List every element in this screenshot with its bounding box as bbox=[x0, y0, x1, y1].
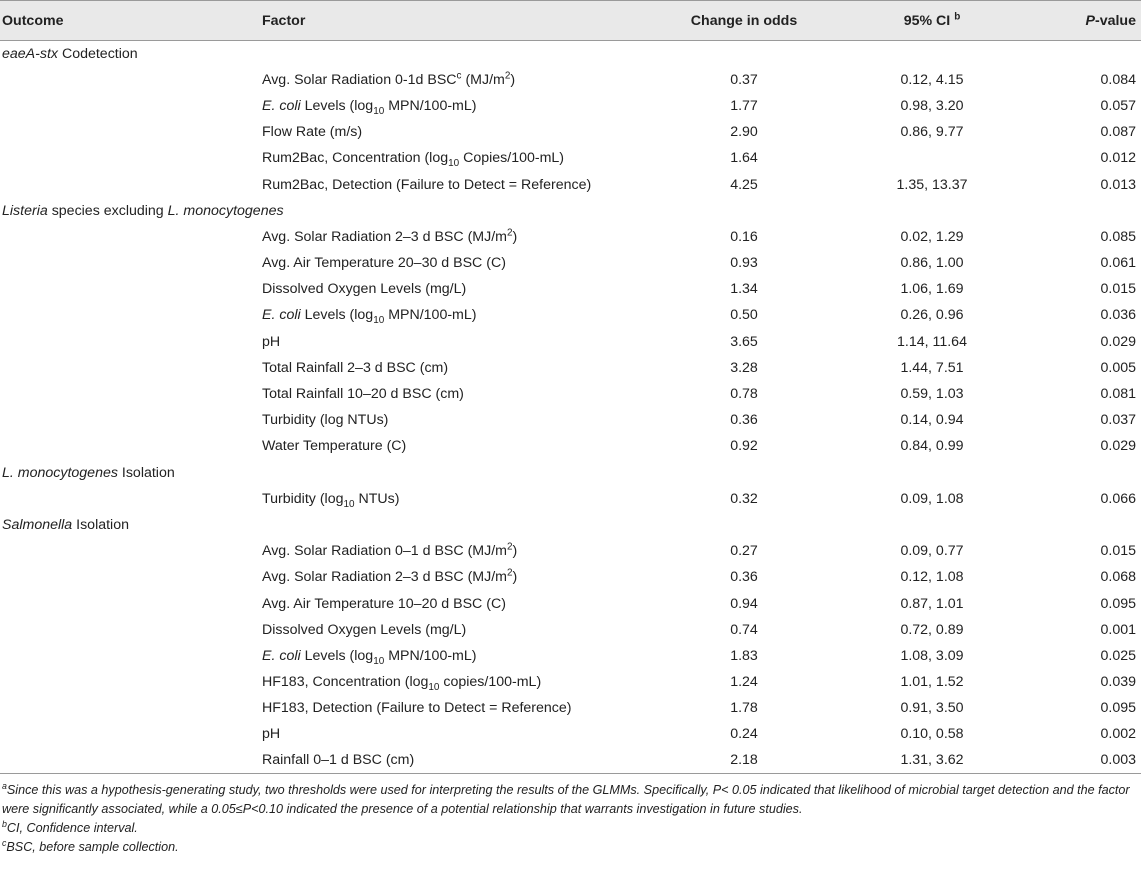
ci-cell: 0.10, 0.58 bbox=[900, 726, 964, 743]
change-in-odds-cell: 4.25 bbox=[730, 176, 758, 193]
ci-cell: 1.35, 13.37 bbox=[896, 176, 968, 193]
p-value-cell: 0.085 bbox=[1100, 228, 1136, 245]
ci-cell: 0.72, 0.89 bbox=[900, 621, 964, 638]
ci-cell: 0.02, 1.29 bbox=[900, 228, 964, 245]
table-row bbox=[0, 538, 1141, 564]
ci-cell: 1.08, 3.09 bbox=[900, 647, 964, 664]
p-value-cell: 0.037 bbox=[1100, 412, 1136, 429]
ci-cell: 1.06, 1.69 bbox=[900, 281, 964, 298]
empty-outcome-cell bbox=[0, 171, 260, 197]
change-in-odds-cell: 0.50 bbox=[730, 307, 758, 324]
change-in-odds-cell: 2.18 bbox=[650, 748, 836, 774]
change-in-odds-cell: 0.32 bbox=[730, 490, 758, 507]
header-outcome: Outcome bbox=[0, 1, 260, 41]
outcome-label: Salmonella Isolation bbox=[2, 516, 129, 533]
empty-outcome-cell bbox=[0, 119, 260, 145]
table-row bbox=[0, 407, 1141, 433]
change-in-odds-cell: 3.28 bbox=[730, 359, 758, 376]
table-row bbox=[0, 643, 1141, 669]
change-in-odds-cell: 2.90 bbox=[730, 124, 758, 141]
table-row bbox=[0, 355, 1141, 381]
change-in-odds-cell: 1.83 bbox=[730, 647, 758, 664]
empty-outcome-cell bbox=[0, 617, 260, 643]
outcome-label: L. monocytogenes Isolation bbox=[2, 464, 175, 481]
change-in-odds-cell: 0.74 bbox=[730, 621, 758, 638]
table-row bbox=[0, 171, 1141, 197]
empty-outcome-cell bbox=[0, 486, 260, 512]
p-value-cell: 0.057 bbox=[1100, 97, 1136, 114]
table-row bbox=[0, 433, 1141, 459]
p-value-cell: 0.029 bbox=[1100, 438, 1136, 455]
change-in-odds-cell: 0.36 bbox=[730, 569, 758, 586]
p-value-cell: 0.015 bbox=[1100, 543, 1136, 560]
ci-cell: 0.12, 1.08 bbox=[900, 569, 964, 586]
p-value-cell: 0.095 bbox=[1100, 700, 1136, 717]
ci-cell: 1.31, 3.62 bbox=[836, 748, 1026, 774]
ci-cell: 1.01, 1.52 bbox=[900, 674, 964, 691]
empty-outcome-cell bbox=[0, 748, 260, 774]
table-row bbox=[0, 590, 1141, 616]
p-value-cell: 0.029 bbox=[1100, 333, 1136, 350]
header-row bbox=[0, 1, 1141, 41]
empty-outcome-cell bbox=[0, 224, 260, 250]
empty-outcome-cell bbox=[0, 433, 260, 459]
empty-outcome-cell bbox=[0, 355, 260, 381]
factor-cell: Rum2Bac, Concentration ($\log_{10}$ Copies/100-mL) bbox=[262, 150, 565, 170]
change-in-odds-cell: 0.94 bbox=[730, 595, 758, 612]
ci-cell bbox=[836, 145, 1026, 171]
table-row bbox=[0, 721, 1141, 747]
empty-outcome-cell bbox=[0, 276, 260, 302]
factor-cell: Flow Rate (m/s) bbox=[262, 124, 363, 141]
empty-outcome-cell bbox=[0, 721, 260, 747]
factor-cell: Avg. Solar Radiation 2–3 d BSC $(MJ/m^2)$ bbox=[262, 227, 518, 245]
ci-cell: 0.59, 1.03 bbox=[900, 386, 964, 403]
ci-cell: 0.09, 1.08 bbox=[900, 490, 964, 507]
header-p-value: P-value bbox=[1026, 1, 1141, 41]
change-in-odds-cell: 0.92 bbox=[730, 438, 758, 455]
empty-outcome-cell bbox=[0, 590, 260, 616]
ci-cell: 1.44, 7.51 bbox=[900, 359, 964, 376]
p-value-cell: 0.061 bbox=[1100, 255, 1136, 272]
change-in-odds-cell: 0.36 bbox=[730, 412, 758, 429]
factor-cell: Total Rainfall 2–3 d BSC (cm) bbox=[262, 359, 449, 376]
ci-cell: 0.84, 0.99 bbox=[900, 438, 964, 455]
header-ci: 95% CI $^b$ bbox=[836, 1, 1026, 41]
empty-outcome-cell bbox=[0, 407, 260, 433]
empty-outcome-cell bbox=[0, 669, 260, 695]
factor-cell: E. coli Levels ($\log_{10}$ MPN/100-mL) bbox=[262, 307, 477, 327]
empty-outcome-cell bbox=[0, 381, 260, 407]
factor-cell: Turbidity ($\log_{10}$ NTUs) bbox=[262, 490, 400, 510]
p-value-cell: 0.036 bbox=[1100, 307, 1136, 324]
factor-cell: Water Temperature (C) bbox=[262, 438, 407, 455]
header-factor: Factor bbox=[260, 1, 650, 41]
ci-cell: 0.12, 4.15 bbox=[900, 71, 964, 88]
table-row bbox=[0, 250, 1141, 276]
table-row bbox=[0, 486, 1141, 512]
p-value-cell: 0.001 bbox=[1100, 621, 1136, 638]
factor-cell: E. coli Levels ($\log_{10}$ MPN/100-mL) bbox=[262, 647, 477, 667]
factor-cell: pH bbox=[262, 726, 281, 743]
p-value-cell: 0.095 bbox=[1100, 595, 1136, 612]
p-value-cell: 0.005 bbox=[1100, 359, 1136, 376]
table-row bbox=[0, 669, 1141, 695]
table-row bbox=[0, 224, 1141, 250]
factor-cell: Total Rainfall 10–20 d BSC (cm) bbox=[262, 386, 464, 403]
ci-cell: 0.98, 3.20 bbox=[900, 97, 964, 114]
ci-cell: 0.87, 1.01 bbox=[900, 595, 964, 612]
outcome-group-row bbox=[0, 198, 1141, 224]
factor-cell: Dissolved Oxygen Levels (mg/L) bbox=[262, 621, 467, 638]
outcome-label: eaeA-stx Codetection bbox=[2, 45, 138, 62]
factor-cell: pH bbox=[262, 333, 281, 350]
empty-outcome-cell bbox=[0, 302, 260, 328]
change-in-odds-cell: 0.27 bbox=[730, 543, 758, 560]
footnote-b: $^b$CI, Confidence interval. bbox=[2, 818, 138, 835]
change-in-odds-cell: 1.34 bbox=[730, 281, 758, 298]
factor-cell: Avg. Solar Radiation 2–3 d BSC $(MJ/m^2)$ bbox=[262, 567, 518, 586]
table-row bbox=[0, 329, 1141, 355]
empty-outcome-cell bbox=[0, 93, 260, 119]
outcome-group-row bbox=[0, 460, 1141, 486]
change-in-odds-cell: 1.77 bbox=[730, 97, 758, 114]
empty-outcome-cell bbox=[0, 538, 260, 564]
footnotes bbox=[2, 781, 1132, 857]
change-in-odds-cell: 0.16 bbox=[730, 228, 758, 245]
table-row bbox=[0, 93, 1141, 119]
change-in-odds-cell: 1.24 bbox=[730, 674, 758, 691]
p-value-cell: 0.012 bbox=[1100, 150, 1136, 167]
ci-cell: 0.86, 9.77 bbox=[900, 124, 964, 141]
table-row bbox=[0, 145, 1141, 171]
table-row bbox=[0, 67, 1141, 93]
change-in-odds-cell: 1.78 bbox=[730, 700, 758, 717]
change-in-odds-cell: 1.64 bbox=[730, 150, 758, 167]
p-value-cell: 0.039 bbox=[1100, 674, 1136, 691]
factor-cell: Avg. Solar Radiation 0-1d BSC$^c$ $(MJ/m^2)$ bbox=[262, 70, 516, 88]
outcome-group-row bbox=[0, 512, 1141, 538]
factor-cell: Rum2Bac, Detection (Failure to Detect = Reference) bbox=[262, 176, 592, 193]
p-value-cell: 0.025 bbox=[1100, 647, 1136, 664]
p-value-cell: 0.015 bbox=[1100, 281, 1136, 298]
factor-cell: HF183, Concentration ($\log_{10}$ copies/100-mL) bbox=[262, 674, 542, 693]
factor-cell: Turbidity (log NTUs) bbox=[262, 412, 389, 429]
p-value-cell: 0.084 bbox=[1100, 71, 1136, 88]
table-row bbox=[0, 302, 1141, 328]
table-row bbox=[0, 617, 1141, 643]
factor-cell: HF183, Detection (Failure to Detect = Reference) bbox=[262, 700, 572, 717]
factor-cell: Dissolved Oxygen Levels (mg/L) bbox=[262, 281, 467, 298]
change-in-odds-cell: 0.24 bbox=[730, 726, 758, 743]
p-value-cell: 0.066 bbox=[1100, 490, 1136, 507]
ci-cell: 1.14, 11.64 bbox=[897, 333, 967, 350]
change-in-odds-cell: 0.93 bbox=[730, 255, 758, 272]
factor-cell: Avg. Air Temperature 20–30 d BSC (C) bbox=[262, 255, 506, 272]
p-value-cell: 0.068 bbox=[1100, 569, 1136, 586]
empty-outcome-cell bbox=[0, 564, 260, 590]
table-row bbox=[0, 564, 1141, 590]
ci-cell: 0.09, 0.77 bbox=[900, 543, 964, 560]
empty-outcome-cell bbox=[0, 643, 260, 669]
ci-cell: 0.91, 3.50 bbox=[900, 700, 964, 717]
outcome-group-row bbox=[0, 41, 1141, 67]
factor-cell: Rainfall 0–1 d BSC (cm) bbox=[260, 748, 650, 774]
ci-cell: 0.26, 0.96 bbox=[900, 307, 964, 324]
empty-outcome-cell bbox=[0, 695, 260, 721]
table-row bbox=[0, 119, 1141, 145]
empty-outcome-cell bbox=[0, 250, 260, 276]
footnote-c: $^c$BSC, before sample collection. bbox=[2, 837, 179, 854]
change-in-odds-cell: 0.78 bbox=[730, 386, 758, 403]
empty-outcome-cell bbox=[0, 145, 260, 171]
table-row bbox=[0, 276, 1141, 302]
p-value-cell: 0.081 bbox=[1100, 386, 1136, 403]
change-in-odds-cell: 0.37 bbox=[730, 71, 758, 88]
header-change-in-odds: Change in odds bbox=[650, 1, 836, 41]
factor-cell: Avg. Solar Radiation 0–1 d BSC $(MJ/m^2)$ bbox=[262, 541, 518, 560]
ci-cell: 0.86, 1.00 bbox=[900, 255, 964, 272]
factor-cell: Avg. Air Temperature 10–20 d BSC (C) bbox=[262, 595, 506, 612]
table-row bbox=[0, 748, 1141, 774]
outcome-label: Listeria species excluding L. monocytogenes bbox=[2, 202, 284, 219]
table-body bbox=[0, 41, 1141, 774]
table-row bbox=[0, 381, 1141, 407]
empty-outcome-cell bbox=[0, 67, 260, 93]
p-value-cell: 0.013 bbox=[1100, 176, 1136, 193]
p-value-cell: 0.087 bbox=[1100, 124, 1136, 141]
p-value-cell: 0.003 bbox=[1026, 748, 1141, 774]
ci-cell: 0.14, 0.94 bbox=[900, 412, 964, 429]
change-in-odds-cell: 3.65 bbox=[730, 333, 758, 350]
footnote-a: $^a$Since this was a hypothesis-generating study, two thresholds were used for interpreting the results of the GLMMs. Specifically, P< 0.05 indicated that likelihood of microbial target detection and the factor were significantly associated, while a 0.05≤P<0.10 indicated the presence of a potential relationship that warrants investigation in future studies. bbox=[2, 780, 1130, 816]
table-row bbox=[0, 695, 1141, 721]
empty-outcome-cell bbox=[0, 329, 260, 355]
p-value-cell: 0.002 bbox=[1100, 726, 1136, 743]
factor-cell: E. coli Levels ($\log_{10}$ MPN/100-mL) bbox=[262, 97, 477, 117]
